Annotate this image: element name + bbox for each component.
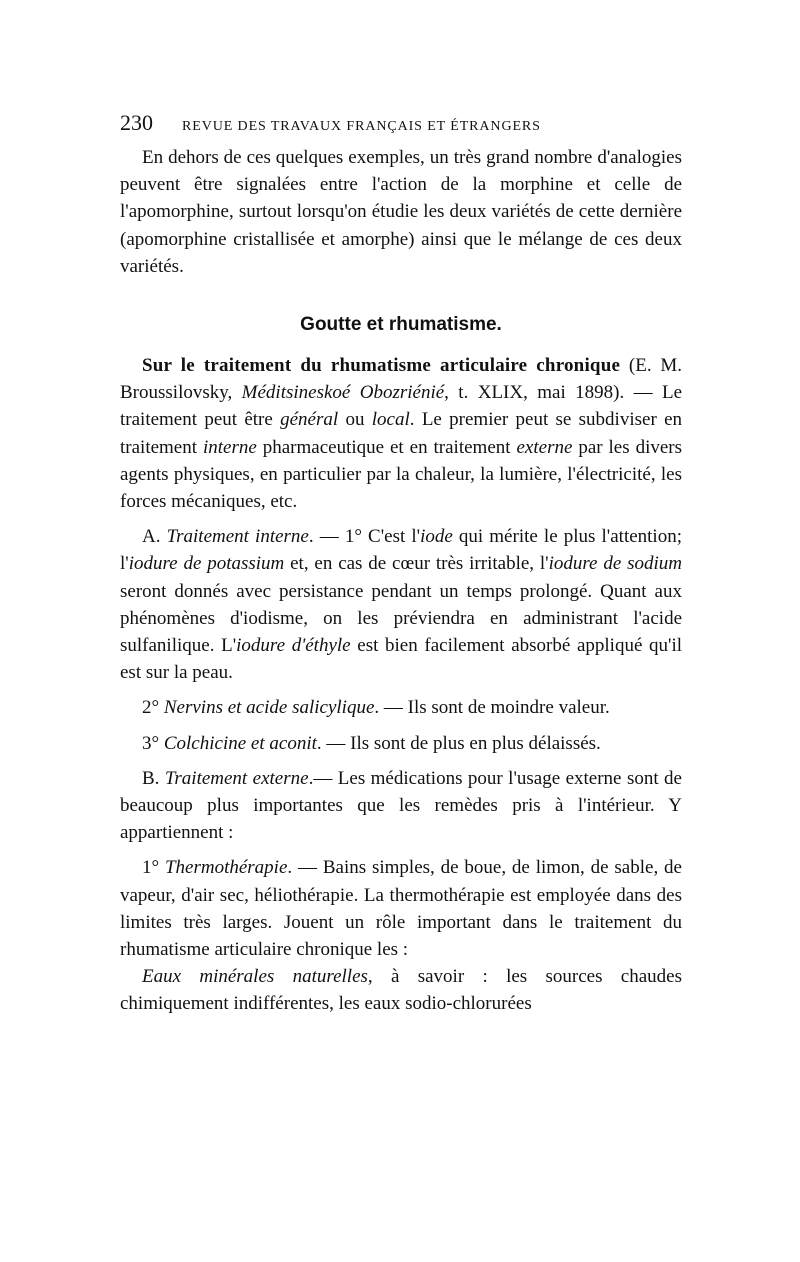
section-b-title: Traitement externe [164,767,309,789]
citation-close: , t. XLIX, mai 1898). — Le traitement peut être [120,382,683,431]
section-a-text-1: . — 1° C'est l' [308,526,421,548]
item-3-title: Colchicine et aconit [163,732,317,754]
section-a-text-2: qui mérite le plus l'attention; l' [120,526,682,575]
term-general: général [280,409,339,431]
eaux-paragraph [120,963,682,1017]
section-a-text-5: est bien facilement absorbé appliqué qu'il est sur la peau. [120,635,683,684]
thermo-title: Thermothérapie [164,857,288,879]
term-interne: interne [202,436,257,458]
term-local: local [371,409,410,431]
section-a-text-3: et, en cas de cœur très irritable, l' [284,553,549,575]
page [120,110,682,1018]
journal-name: Méditsineskoé Obozriénié [241,382,445,404]
section-a-text-4: seront donnés avec persistance pendant un temps prolongé. Quant aux phénomènes d'iodisme, on les préviendra en administrant l'acide sulfanilique. L' [120,580,682,657]
item-2-paragraph [120,694,682,721]
item-2-title: Nervins et acide salicylique [163,697,375,719]
item-3-paragraph [120,730,682,757]
article-paragraph [120,352,682,515]
page-number: 230 [120,110,153,135]
section-b-text: .— Les médications pour l'usage externe sont de beaucoup plus importantes que les remèdes pris à l'intérieur. Y appartiennent : [120,767,682,844]
journal-title: REVUE DES TRAVAUX FRANÇAIS ET ÉTRANGERS [182,119,541,134]
term-iodure-sodium: iodure de sodium [548,553,682,575]
section-a-paragraph [120,523,682,686]
running-head [120,110,682,144]
section-a-title: Traitement interne [166,526,309,548]
item-3-number: 3° [142,732,164,754]
section-a-label: A. [142,526,167,548]
term-externe: externe [516,436,573,458]
thermo-number: 1° [142,857,165,879]
term-iodure-ethyle: iodure d'éthyle [236,635,351,657]
thermo-text: . — Bains simples, de boue, de limon, de sable, de vapeur, d'air sec, héliothérapie. La thermothérapie est employée dans des limites très larges. Jouent un rôle important dans le traitement du rhumatisme articulaire chronique les : [120,857,682,961]
section-b-label: B. [142,767,165,789]
article-text-1: . Le premier peut se subdiviser en traitement [120,409,683,458]
item-3-text: . — Ils sont de plus en plus délaissés. [316,732,601,754]
thermo-paragraph [120,854,682,963]
article-text-3: par les divers agents physiques, en particulier par la chaleur, la lumière, l'électricité, les forces mécaniques, etc. [120,436,682,513]
term-iode: iode [420,526,453,548]
section-title: Goutte et rhumatisme. [300,314,502,336]
section-b-paragraph [120,765,682,847]
citation-open: (E. M. Broussilovsky, [120,355,683,404]
article-heading: Sur le traitement du rhumatisme articulaire chronique [142,355,621,377]
item-2-text: . — Ils sont de moindre valeur. [374,697,610,719]
article-text-2: pharmaceutique et en traitement [256,436,517,458]
term-iodure-potassium: iodure de potassium [128,553,285,575]
eaux-text: , à savoir : les sources chaudes chimiquement indifférentes, les eaux sodio-chlorurées [120,966,682,1015]
item-2-number: 2° [142,697,164,719]
eaux-title: Eaux minérales naturelles [142,966,368,988]
text-ou: ou [338,409,372,431]
intro-paragraph: En dehors de ces quelques exemples, un très grand nombre d'analogies peuvent être signalées entre l'action de la morphine et celle de l'apomorphine, surtout lorsqu'on étudie les deux variétés de cette dernière (apomorphine cristallisée et amorphe) ainsi que le mélange de ces deux variétés. [120,147,682,277]
